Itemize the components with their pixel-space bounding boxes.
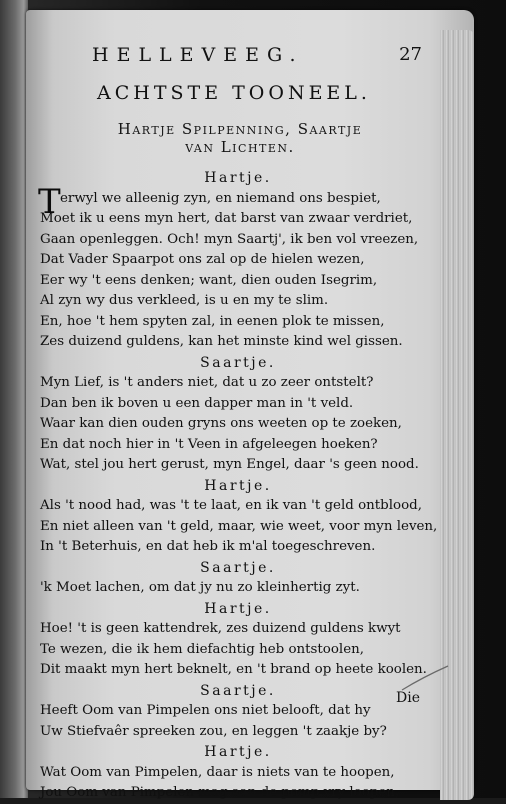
character-list: [70, 120, 410, 156]
verse-line: Zes duizend guldens, kan het minste kind wel gissen.: [40, 334, 403, 349]
verse-line: Eer wy 't eens denken; want, dien ouden Isegrim,: [40, 272, 378, 288]
drop-cap: T: [38, 181, 61, 222]
verse-line: Wat, stel jou hert gerust, myn Engel, daar 's geen nood.: [40, 457, 419, 472]
verse-line: En, hoe 't hem spyten zal, in eenen plok te missen,: [40, 313, 385, 329]
character-line: van Lichten.: [185, 138, 295, 156]
verse-line: Hoe! 't is geen kattendrek, zes duizend guldens kwyt: [40, 621, 401, 636]
verse-line: Dat Vader Spaarpot ons zal op de hielen wezen,: [40, 252, 365, 267]
catchword: Die: [396, 690, 420, 706]
verse-line: Al zyn wy dus verkleed, is u en my te slim.: [40, 293, 329, 308]
verse-line: En niet alleen van 't geld, maar, wie weet, voor myn leven,: [40, 518, 438, 534]
verse-line: Jou Oom van Pimpelen mag aan de pomp vry loopen,: [40, 785, 400, 800]
running-title: HELLEVEEG.: [92, 44, 304, 66]
verse-line: En dat noch hier in 't Veen in afgeleegen hoeken?: [40, 436, 378, 452]
speaker-name: Saartje.: [200, 559, 276, 576]
speaker-name: Hartje.: [204, 477, 272, 494]
page-header: [82, 44, 422, 72]
speaker-name: Hartje.: [204, 600, 272, 617]
book-spine: [0, 0, 28, 798]
verse-line-text: erwyl we alleenig zyn, en niemand ons bespiet,: [60, 190, 381, 206]
verse-line: Uw Stiefvaêr spreeken zou, en leggen 't zaakje by?: [40, 723, 387, 739]
verse-line: Waar kan dien ouden gryns ons weeten op te zoeken,: [40, 416, 402, 431]
verse-line: Gaan openleggen. Och! myn Saartj', ik ben vol vreezen,: [40, 231, 419, 247]
verse-line: Te wezen, die ik hem diefachtig heb ontstoolen,: [40, 641, 365, 657]
verse-line: In 't Beterhuis, en dat heb ik m'al toegeschreven.: [40, 539, 376, 554]
verse-line: Wat Oom van Pimpelen, daar is niets van te hoopen,: [40, 764, 395, 780]
speaker-name: Hartje.: [204, 170, 272, 186]
verse-line: Dit maakt myn hert beknelt, en 't brand op heete koolen.: [40, 662, 427, 677]
speaker-name: Hartje.: [204, 744, 272, 760]
speaker-name: Saartje.: [200, 682, 276, 699]
verse-line: Moet ik u eens myn hert, dat barst van zwaar verdriet,: [40, 211, 413, 226]
verse-block: [40, 168, 436, 804]
speaker-name: Saartje.: [200, 354, 276, 371]
verse-line: 'k Moet lachen, om dat jy nu zo kleinhertig zyt.: [40, 580, 360, 595]
page-number: 27: [399, 44, 422, 65]
character-line: Hartje Spilpenning, Saartje: [117, 120, 363, 138]
verse-line: Myn Lief, is 't anders niet, dat u zo zeer ontstelt?: [40, 375, 374, 390]
verse-line: Als 't nood had, was 't te laat, en ik van 't geld ontblood,: [40, 498, 422, 513]
verse-line: Dan ben ik boven u een dapper man in 't veld.: [40, 395, 354, 411]
verse-line: Heeft Oom van Pimpelen ons niet belooft, dat hy: [40, 703, 371, 718]
scene-title: ACHTSTE TOONEEL.: [97, 82, 371, 104]
pen-mark-icon: [400, 662, 450, 692]
